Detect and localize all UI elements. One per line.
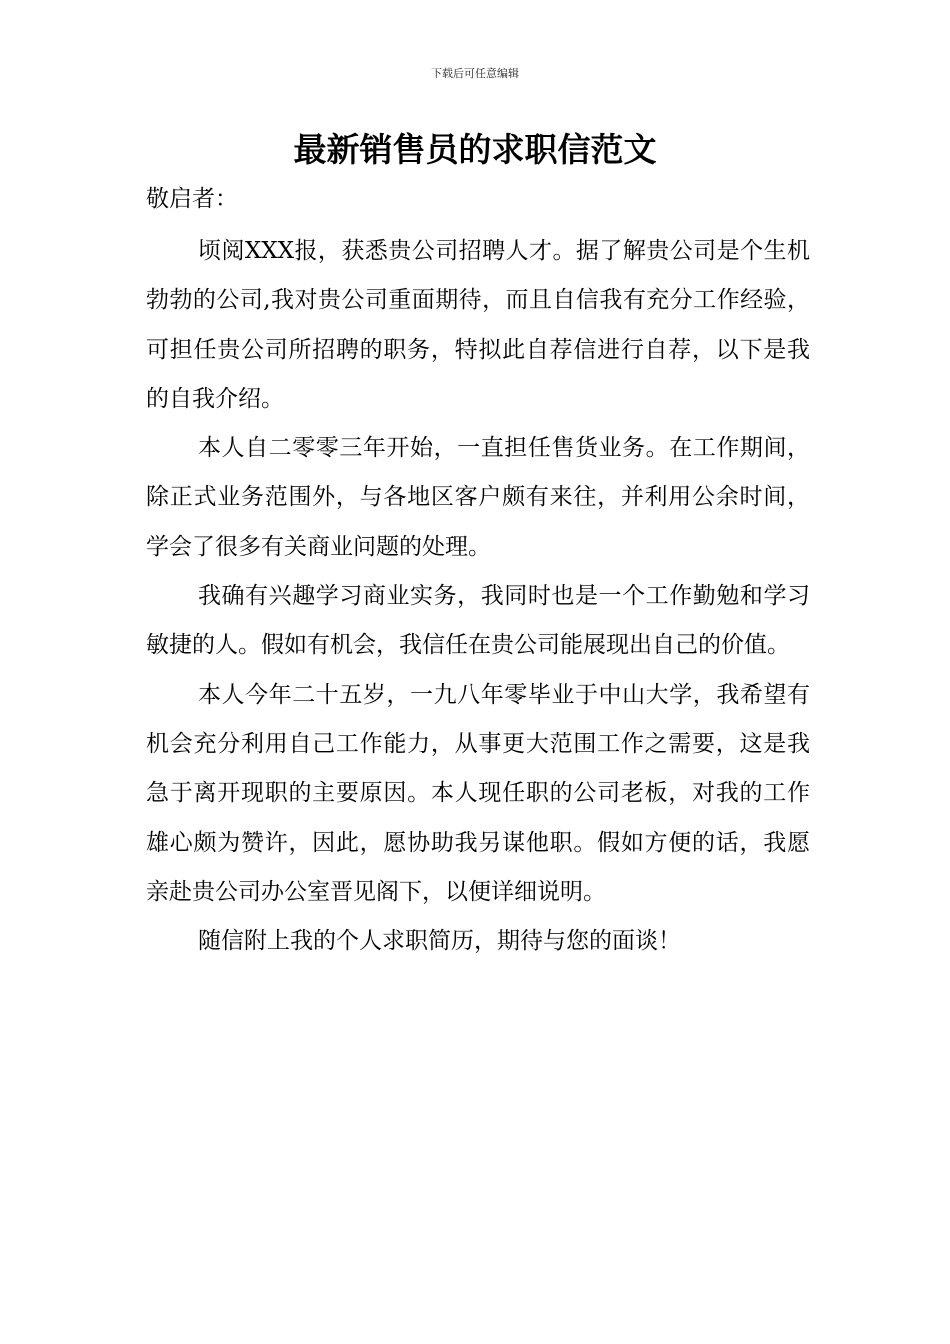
header-note: 下载后可任意编辑 bbox=[431, 67, 519, 80]
letter-body bbox=[146, 227, 810, 966]
paragraph-background: 本人今年二十五岁，一九八年零毕业于中山大学，我希望有机会充分利用自己工作能力，从事更大范围工作之需要，这是我急于离开现职的主要原因。本人现任职的公司老板，对我的工作雄心颇为赞许，因此，愿协助我另谋他职。假如方便的话，我愿亲赴贵公司办公室晋见阁下，以便详细说明。 bbox=[146, 681, 810, 905]
salutation: 敬启者： bbox=[146, 186, 238, 212]
paragraph-intro: 顷阅XXX报，获悉贵公司招聘人才。据了解贵公司是个生机勃勃的公司,我对贵公司重面期待，而且自信我有充分工作经验，可担任贵公司所招聘的职务，特拟此自荐信进行自荐，以下是我的自我介绍。 bbox=[146, 238, 810, 412]
paragraph-closing: 随信附上我的个人求职简历，期待与您的面谈！ bbox=[198, 928, 681, 955]
paragraph-interest: 我确有兴趣学习商业实务，我同时也是一个工作勤勉和学习敏捷的人。假如有机会，我信任在贵公司能展现出自己的价值。 bbox=[146, 583, 810, 659]
document-title: 最新销售员的求职信范文 bbox=[293, 130, 657, 169]
paragraph-experience: 本人自二零零三年开始，一直担任售货业务。在工作期间，除正式业务范围外，与各地区客户颇有来往，并利用公余时间，学会了很多有关商业问题的处理。 bbox=[146, 435, 810, 560]
